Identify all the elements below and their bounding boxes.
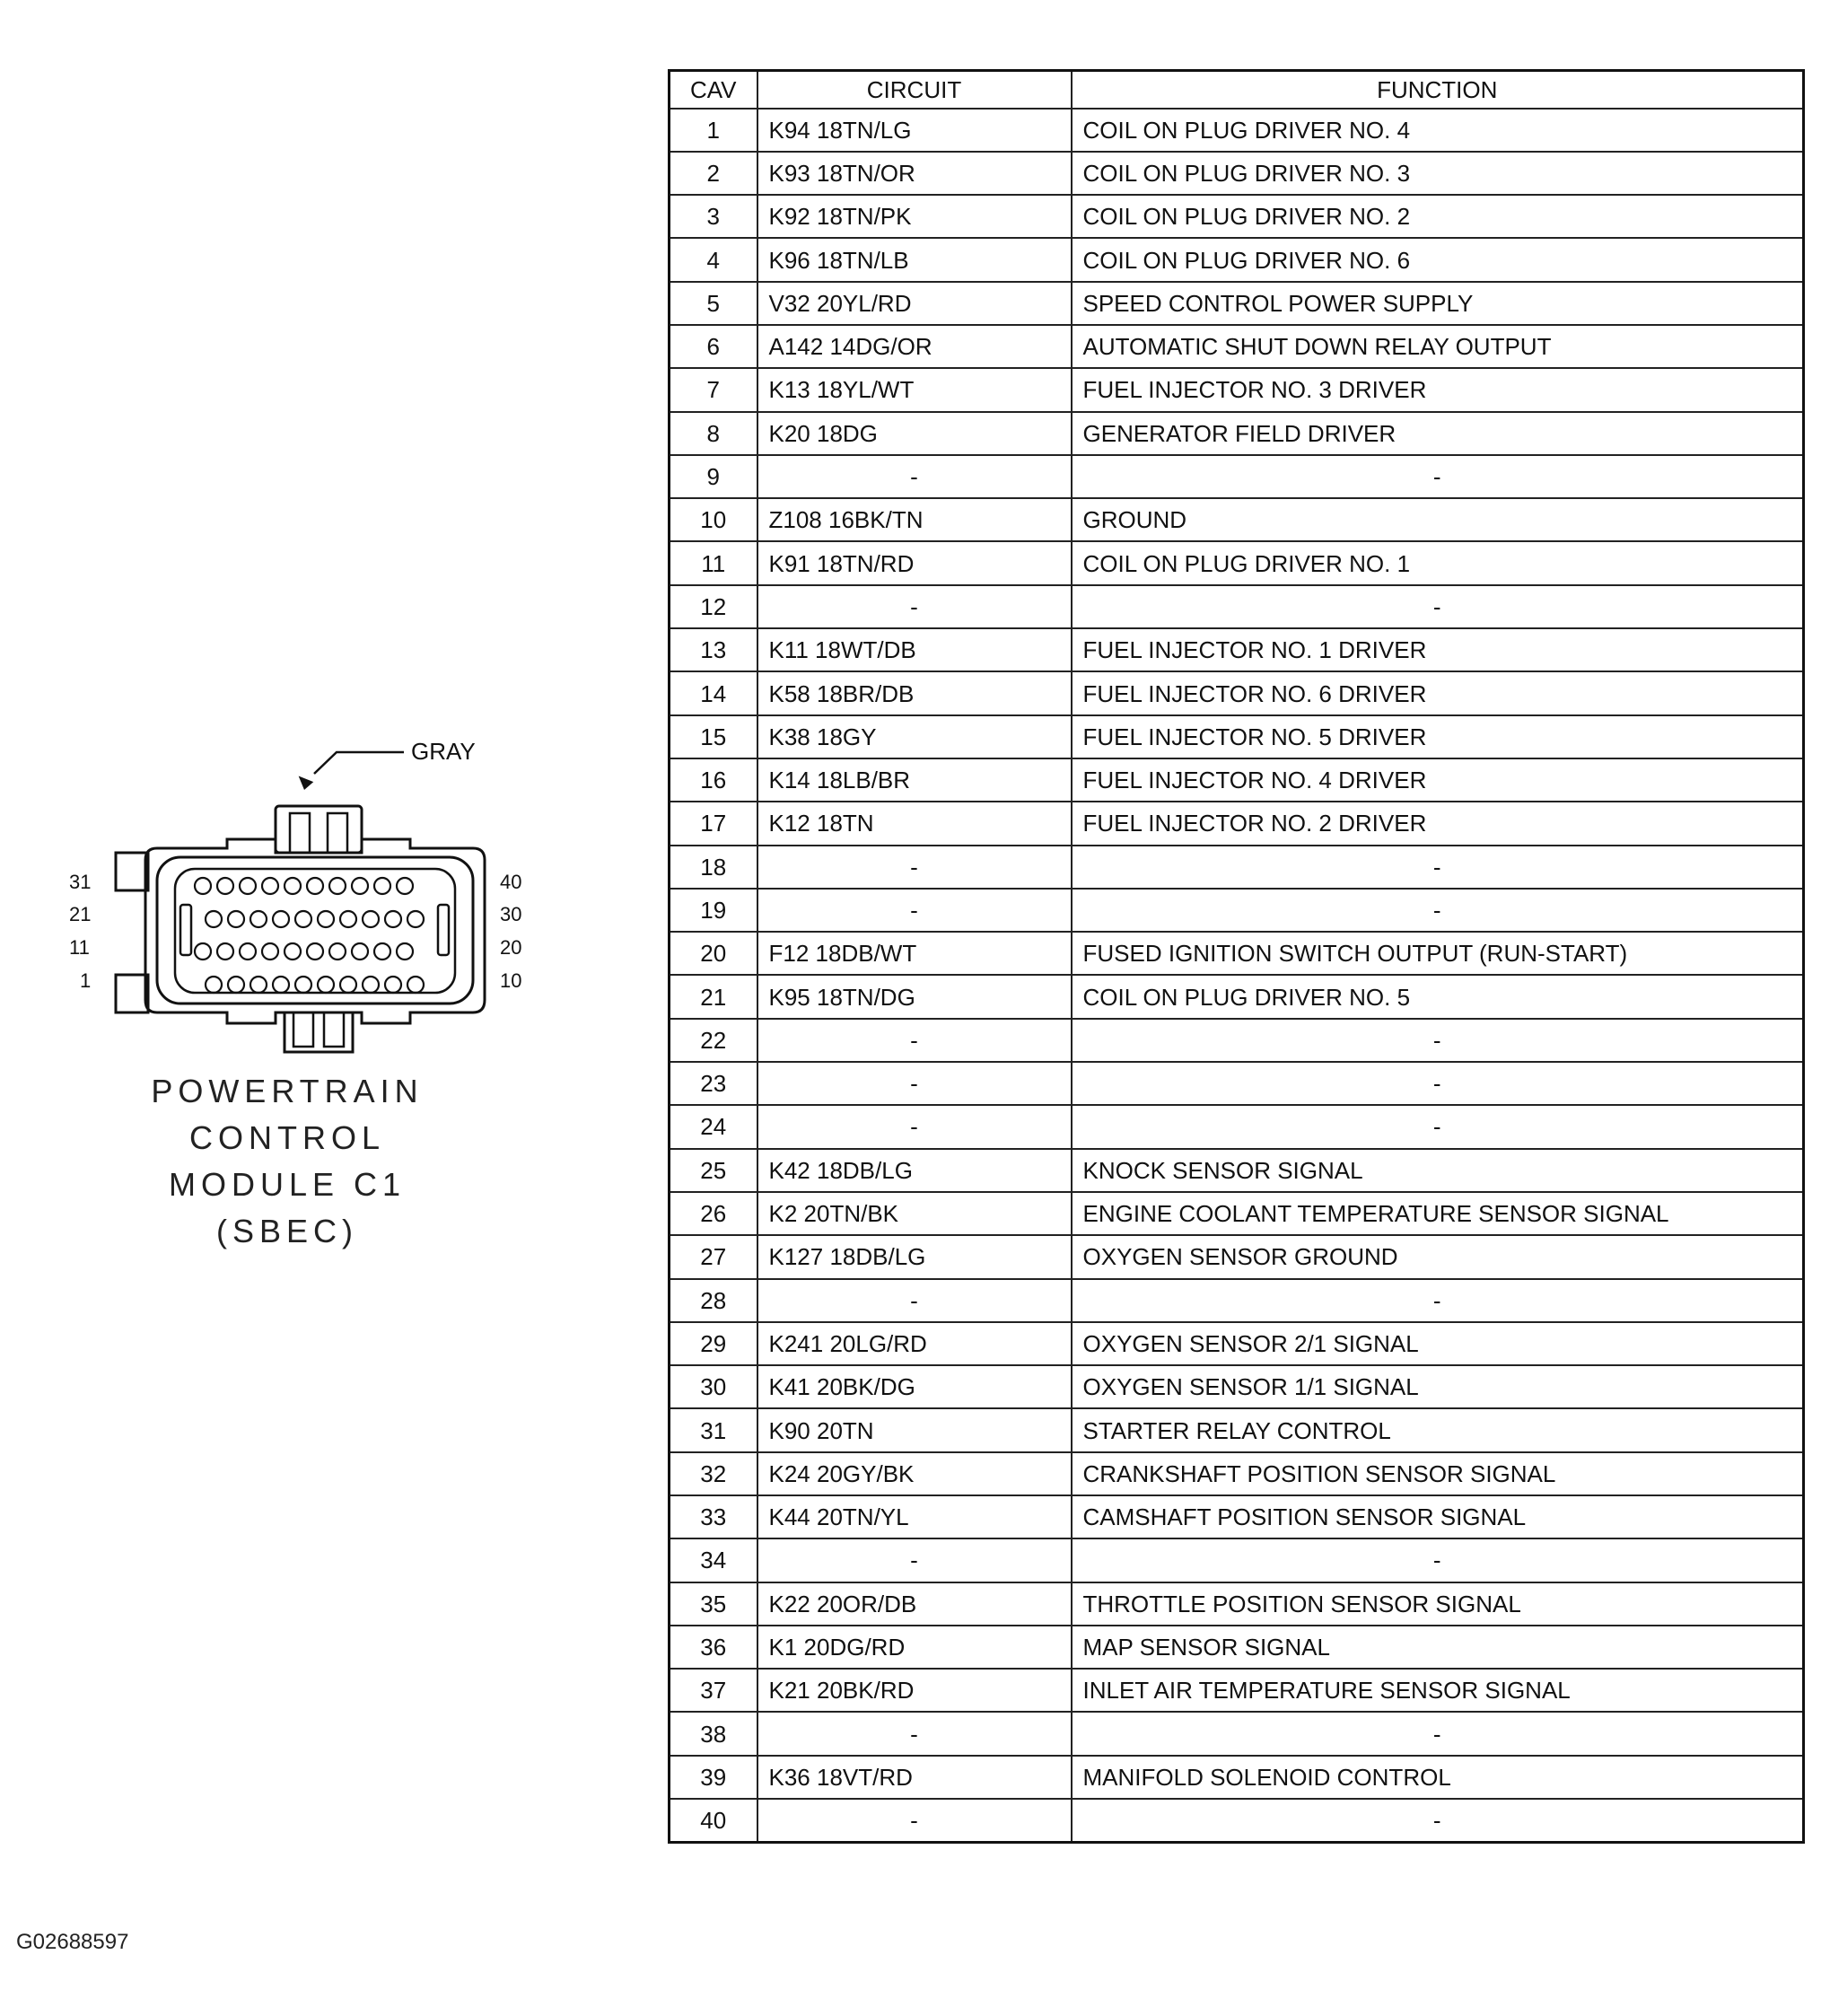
circuit-cell: - bbox=[757, 1799, 1072, 1842]
cav-cell: 13 bbox=[670, 628, 757, 671]
connector-inner-body bbox=[157, 857, 473, 1004]
table-row bbox=[670, 1799, 1804, 1842]
function-cell: - bbox=[1072, 455, 1804, 498]
circuit-cell: K92 18TN/PK bbox=[757, 195, 1072, 238]
table-row bbox=[670, 585, 1804, 628]
cav-cell: 8 bbox=[670, 412, 757, 455]
cav-cell: 1 bbox=[670, 109, 757, 152]
pin-cavity bbox=[217, 943, 233, 960]
table-row bbox=[670, 1235, 1804, 1278]
circuit-cell: - bbox=[757, 455, 1072, 498]
pin-cavity bbox=[273, 911, 289, 927]
pin-cavity bbox=[407, 911, 424, 927]
function-cell: FUEL INJECTOR NO. 3 DRIVER bbox=[1072, 368, 1804, 411]
function-cell: THROTTLE POSITION SENSOR SIGNAL bbox=[1072, 1582, 1804, 1626]
table-row bbox=[670, 541, 1804, 584]
pin-cavity bbox=[385, 977, 401, 993]
cav-cell: 23 bbox=[670, 1062, 757, 1105]
table-row bbox=[670, 1062, 1804, 1105]
function-cell: STARTER RELAY CONTROL bbox=[1072, 1408, 1804, 1451]
function-cell: CAMSHAFT POSITION SENSOR SIGNAL bbox=[1072, 1495, 1804, 1538]
circuit-cell: K41 20BK/DG bbox=[757, 1365, 1072, 1408]
cav-cell: 36 bbox=[670, 1626, 757, 1669]
table-row bbox=[670, 802, 1804, 845]
function-cell: GENERATOR FIELD DRIVER bbox=[1072, 412, 1804, 455]
cav-cell: 14 bbox=[670, 671, 757, 714]
table-row bbox=[670, 325, 1804, 368]
function-cell: - bbox=[1072, 889, 1804, 932]
cav-cell: 3 bbox=[670, 195, 757, 238]
pin-cavity bbox=[397, 943, 413, 960]
cav-cell: 7 bbox=[670, 368, 757, 411]
table-row bbox=[670, 109, 1804, 152]
cav-cell: 25 bbox=[670, 1149, 757, 1192]
pin-cavity bbox=[397, 878, 413, 894]
table-row bbox=[670, 1669, 1804, 1712]
circuit-cell: K241 20LG/RD bbox=[757, 1322, 1072, 1365]
function-cell: COIL ON PLUG DRIVER NO. 6 bbox=[1072, 238, 1804, 281]
function-cell: MANIFOLD SOLENOID CONTROL bbox=[1072, 1756, 1804, 1799]
circuit-cell: K22 20OR/DB bbox=[757, 1582, 1072, 1626]
cav-cell: 31 bbox=[670, 1408, 757, 1451]
circuit-cell: K1 20DG/RD bbox=[757, 1626, 1072, 1669]
circuit-cell: K2 20TN/BK bbox=[757, 1192, 1072, 1235]
cav-cell: 22 bbox=[670, 1019, 757, 1062]
table-row bbox=[670, 758, 1804, 802]
cav-cell: 5 bbox=[670, 282, 757, 325]
table-row bbox=[670, 152, 1804, 195]
caption-line-1: POWERTRAIN bbox=[151, 1073, 424, 1109]
table-row bbox=[670, 671, 1804, 714]
table-row bbox=[670, 1019, 1804, 1062]
table-row bbox=[670, 889, 1804, 932]
cav-cell: 4 bbox=[670, 238, 757, 281]
circuit-cell: K95 18TN/DG bbox=[757, 975, 1072, 1018]
table-row bbox=[670, 1365, 1804, 1408]
function-cell: - bbox=[1072, 1799, 1804, 1842]
table-row bbox=[670, 1279, 1804, 1322]
function-cell: FUEL INJECTOR NO. 4 DRIVER bbox=[1072, 758, 1804, 802]
circuit-cell: Z108 16BK/TN bbox=[757, 498, 1072, 541]
table-row bbox=[670, 282, 1804, 325]
table-row bbox=[670, 238, 1804, 281]
pin-cavity bbox=[285, 878, 301, 894]
function-cell: KNOCK SENSOR SIGNAL bbox=[1072, 1149, 1804, 1192]
connector-housing bbox=[145, 839, 485, 1023]
function-cell: - bbox=[1072, 1538, 1804, 1582]
circuit-cell: K12 18TN bbox=[757, 802, 1072, 845]
cav-cell: 6 bbox=[670, 325, 757, 368]
pin-cavity bbox=[217, 878, 233, 894]
circuit-cell: K94 18TN/LG bbox=[757, 109, 1072, 152]
caption-line-3: MODULE C1 bbox=[168, 1166, 407, 1203]
header-circuit: CIRCUIT bbox=[757, 71, 1072, 109]
function-cell: MAP SENSOR SIGNAL bbox=[1072, 1626, 1804, 1669]
cav-cell: 9 bbox=[670, 455, 757, 498]
pin-cavity bbox=[195, 878, 211, 894]
function-cell: INLET AIR TEMPERATURE SENSOR SIGNAL bbox=[1072, 1669, 1804, 1712]
circuit-cell: F12 18DB/WT bbox=[757, 932, 1072, 975]
table-row bbox=[670, 368, 1804, 411]
pin-cavity bbox=[340, 911, 356, 927]
cav-cell: 18 bbox=[670, 846, 757, 889]
pin-cavity bbox=[295, 977, 311, 993]
table-header-row bbox=[670, 71, 1804, 109]
header-cav: CAV bbox=[670, 71, 757, 109]
circuit-cell: K42 18DB/LG bbox=[757, 1149, 1072, 1192]
function-cell: COIL ON PLUG DRIVER NO. 4 bbox=[1072, 109, 1804, 152]
circuit-cell: K21 20BK/RD bbox=[757, 1669, 1072, 1712]
circuit-cell: K24 20GY/BK bbox=[757, 1452, 1072, 1495]
pin-label-20: 20 bbox=[500, 936, 522, 959]
function-cell: COIL ON PLUG DRIVER NO. 1 bbox=[1072, 541, 1804, 584]
figure-id: G02688597 bbox=[16, 1930, 129, 1954]
pin-cavity bbox=[228, 911, 244, 927]
circuit-cell: K13 18YL/WT bbox=[757, 368, 1072, 411]
bottom-latch-inner-right bbox=[324, 1012, 344, 1047]
left-upper-tab bbox=[116, 853, 148, 890]
pin-grid bbox=[195, 878, 424, 993]
table-row bbox=[670, 498, 1804, 541]
pin-cavity bbox=[295, 911, 311, 927]
function-cell: FUEL INJECTOR NO. 6 DRIVER bbox=[1072, 671, 1804, 714]
table-row bbox=[670, 1322, 1804, 1365]
pin-cavity bbox=[206, 911, 222, 927]
function-cell: OXYGEN SENSOR 1/1 SIGNAL bbox=[1072, 1365, 1804, 1408]
function-cell: - bbox=[1072, 585, 1804, 628]
table-body bbox=[670, 109, 1804, 1843]
function-cell: - bbox=[1072, 1279, 1804, 1322]
cav-cell: 2 bbox=[670, 152, 757, 195]
pin-cavity bbox=[363, 977, 379, 993]
cav-cell: 38 bbox=[670, 1712, 757, 1755]
pin-cavity bbox=[273, 977, 289, 993]
top-latch bbox=[276, 806, 362, 853]
function-cell: - bbox=[1072, 1062, 1804, 1105]
circuit-cell: K91 18TN/RD bbox=[757, 541, 1072, 584]
cav-cell: 32 bbox=[670, 1452, 757, 1495]
left-guide-slot bbox=[180, 905, 191, 955]
circuit-cell: - bbox=[757, 1712, 1072, 1755]
top-latch-inner-right bbox=[328, 813, 347, 853]
function-cell: COIL ON PLUG DRIVER NO. 2 bbox=[1072, 195, 1804, 238]
table-row bbox=[670, 1756, 1804, 1799]
pin-cavity bbox=[228, 977, 244, 993]
circuit-cell: K44 20TN/YL bbox=[757, 1495, 1072, 1538]
cav-cell: 24 bbox=[670, 1105, 757, 1148]
caption-line-4: (SBEC) bbox=[215, 1213, 358, 1249]
pin-cavity bbox=[329, 943, 346, 960]
cav-cell: 28 bbox=[670, 1279, 757, 1322]
function-cell: CRANKSHAFT POSITION SENSOR SIGNAL bbox=[1072, 1452, 1804, 1495]
pin-cavity bbox=[318, 977, 334, 993]
table-row bbox=[670, 846, 1804, 889]
pin-cavity bbox=[250, 977, 267, 993]
function-cell: SPEED CONTROL POWER SUPPLY bbox=[1072, 282, 1804, 325]
table-row bbox=[670, 1495, 1804, 1538]
table-row bbox=[670, 195, 1804, 238]
cav-cell: 34 bbox=[670, 1538, 757, 1582]
pin-cavity bbox=[374, 943, 390, 960]
pin-cavity bbox=[206, 977, 222, 993]
function-cell: GROUND bbox=[1072, 498, 1804, 541]
circuit-cell: - bbox=[757, 1538, 1072, 1582]
cav-cell: 15 bbox=[670, 715, 757, 758]
pin-label-1: 1 bbox=[80, 969, 92, 992]
function-cell: FUSED IGNITION SWITCH OUTPUT (RUN-START) bbox=[1072, 932, 1804, 975]
table-row bbox=[670, 1582, 1804, 1626]
pin-cavity bbox=[385, 911, 401, 927]
pin-cavity bbox=[374, 878, 390, 894]
circuit-cell: K58 18BR/DB bbox=[757, 671, 1072, 714]
cav-cell: 10 bbox=[670, 498, 757, 541]
function-cell: OXYGEN SENSOR 2/1 SIGNAL bbox=[1072, 1322, 1804, 1365]
table-row bbox=[670, 412, 1804, 455]
circuit-cell: K38 18GY bbox=[757, 715, 1072, 758]
pin-cavity bbox=[240, 878, 256, 894]
left-lower-tab bbox=[116, 975, 148, 1012]
pin-cavity bbox=[240, 943, 256, 960]
pin-cavity bbox=[352, 878, 368, 894]
pin-cavity bbox=[250, 911, 267, 927]
pin-cavity bbox=[329, 878, 346, 894]
cav-cell: 12 bbox=[670, 585, 757, 628]
cav-cell: 37 bbox=[670, 1669, 757, 1712]
cav-cell: 19 bbox=[670, 889, 757, 932]
circuit-cell: K93 18TN/OR bbox=[757, 152, 1072, 195]
table-row bbox=[670, 455, 1804, 498]
table-row bbox=[670, 1626, 1804, 1669]
pin-cavity bbox=[262, 878, 278, 894]
cav-cell: 20 bbox=[670, 932, 757, 975]
table-row bbox=[670, 1408, 1804, 1451]
circuit-cell: K127 18DB/LG bbox=[757, 1235, 1072, 1278]
pin-cavity bbox=[318, 911, 334, 927]
function-cell: - bbox=[1072, 1019, 1804, 1062]
cav-cell: 39 bbox=[670, 1756, 757, 1799]
circuit-cell: K90 20TN bbox=[757, 1408, 1072, 1451]
circuit-cell: - bbox=[757, 1019, 1072, 1062]
circuit-cell: - bbox=[757, 846, 1072, 889]
table-row bbox=[670, 1452, 1804, 1495]
table-row bbox=[670, 1192, 1804, 1235]
pin-cavity bbox=[307, 878, 323, 894]
table-row bbox=[670, 932, 1804, 975]
table-row bbox=[670, 628, 1804, 671]
cav-cell: 40 bbox=[670, 1799, 757, 1842]
pin-label-10: 10 bbox=[500, 969, 522, 992]
connector-diagram bbox=[49, 727, 588, 1104]
pin-label-40: 40 bbox=[500, 871, 522, 893]
pin-label-30: 30 bbox=[500, 903, 522, 925]
function-cell: FUEL INJECTOR NO. 2 DRIVER bbox=[1072, 802, 1804, 845]
circuit-cell: K36 18VT/RD bbox=[757, 1756, 1072, 1799]
circuit-cell: K11 18WT/DB bbox=[757, 628, 1072, 671]
circuit-cell: - bbox=[757, 585, 1072, 628]
circuit-cell: - bbox=[757, 1062, 1072, 1105]
table-row bbox=[670, 1105, 1804, 1148]
cav-cell: 30 bbox=[670, 1365, 757, 1408]
pin-label-11: 11 bbox=[69, 936, 90, 959]
table-row bbox=[670, 1149, 1804, 1192]
top-latch-inner-left bbox=[290, 813, 310, 853]
function-cell: ENGINE COOLANT TEMPERATURE SENSOR SIGNAL bbox=[1072, 1192, 1804, 1235]
circuit-cell: K14 18LB/BR bbox=[757, 758, 1072, 802]
circuit-cell: K20 18DG bbox=[757, 412, 1072, 455]
function-cell: COIL ON PLUG DRIVER NO. 5 bbox=[1072, 975, 1804, 1018]
pin-cavity bbox=[307, 943, 323, 960]
right-guide-slot bbox=[438, 905, 449, 955]
table-row bbox=[670, 715, 1804, 758]
function-cell: - bbox=[1072, 1712, 1804, 1755]
function-cell: FUEL INJECTOR NO. 5 DRIVER bbox=[1072, 715, 1804, 758]
pin-label-31: 31 bbox=[69, 871, 92, 893]
circuit-cell: - bbox=[757, 889, 1072, 932]
caption-line-2: CONTROL bbox=[188, 1119, 385, 1156]
pin-cavity bbox=[262, 943, 278, 960]
cav-cell: 17 bbox=[670, 802, 757, 845]
pin-label-21: 21 bbox=[69, 903, 92, 925]
function-cell: AUTOMATIC SHUT DOWN RELAY OUTPUT bbox=[1072, 325, 1804, 368]
table-row bbox=[670, 975, 1804, 1018]
pin-cavity bbox=[363, 911, 379, 927]
circuit-cell: V32 20YL/RD bbox=[757, 282, 1072, 325]
gray-leader-line bbox=[314, 752, 404, 774]
cav-cell: 27 bbox=[670, 1235, 757, 1278]
cav-cell: 35 bbox=[670, 1582, 757, 1626]
function-cell: FUEL INJECTOR NO. 1 DRIVER bbox=[1072, 628, 1804, 671]
table-row bbox=[670, 1538, 1804, 1582]
cav-cell: 21 bbox=[670, 975, 757, 1018]
pin-cavity bbox=[195, 943, 211, 960]
circuit-cell: - bbox=[757, 1279, 1072, 1322]
circuit-cell: A142 14DG/OR bbox=[757, 325, 1072, 368]
function-cell: - bbox=[1072, 846, 1804, 889]
function-cell: OXYGEN SENSOR GROUND bbox=[1072, 1235, 1804, 1278]
header-function: FUNCTION bbox=[1072, 71, 1804, 109]
circuit-cell: K96 18TN/LB bbox=[757, 238, 1072, 281]
pin-cavity bbox=[285, 943, 301, 960]
cav-cell: 26 bbox=[670, 1192, 757, 1235]
cav-cell: 11 bbox=[670, 541, 757, 584]
cav-cell: 33 bbox=[670, 1495, 757, 1538]
circuit-cell: - bbox=[757, 1105, 1072, 1148]
pin-cavity bbox=[340, 977, 356, 993]
function-cell: COIL ON PLUG DRIVER NO. 3 bbox=[1072, 152, 1804, 195]
pin-cavity bbox=[352, 943, 368, 960]
bottom-latch-inner-left bbox=[293, 1012, 313, 1047]
function-cell: - bbox=[1072, 1105, 1804, 1148]
pinout-table bbox=[668, 69, 1805, 1844]
connector-color-label: GRAY bbox=[411, 738, 476, 765]
pin-cavity bbox=[407, 977, 424, 993]
cav-cell: 16 bbox=[670, 758, 757, 802]
table-row bbox=[670, 1712, 1804, 1755]
gray-arrow-head bbox=[299, 775, 314, 790]
cav-cell: 29 bbox=[670, 1322, 757, 1365]
